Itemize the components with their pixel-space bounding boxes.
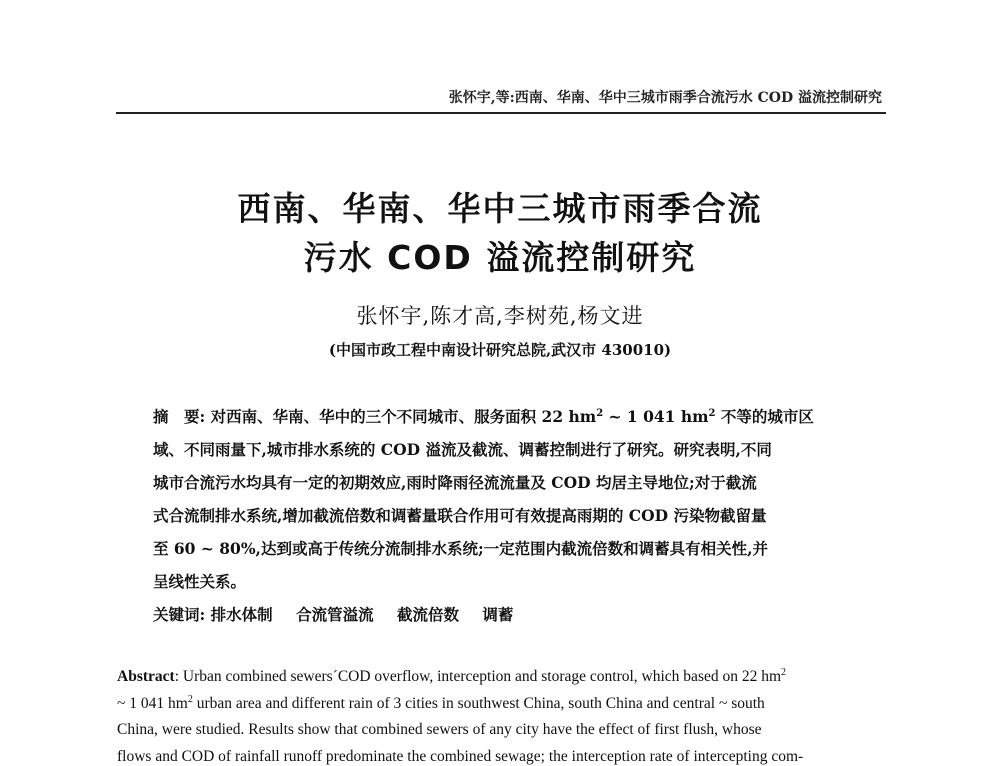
abstract-cn-line-5: 至 60 ~ 80%,达到或高于传统分流制排水系统;一定范围内截流倍数和调蓄具有相关性,并: [153, 539, 769, 558]
abstract-cn-text: 对西南、华南、华中的三个不同城市、服务面积 22 hm: [210, 407, 597, 426]
superscript: 2: [708, 407, 716, 419]
abstract-cn-line-2: 域、不同雨量下,城市排水系统的 COD 溢流及截流、调蓄控制进行了研究。研究表明,不同: [153, 440, 772, 459]
running-head: 张怀宇,等:西南、华南、华中三城市雨季合流污水 COD 溢流控制研究: [448, 90, 882, 106]
superscript: 2: [596, 407, 604, 419]
abstract-en-line-4: flows and COD of rainfall runoff predominate the combined sewage; the interception rate of intercepting com-: [117, 748, 804, 765]
abstract-cn-line-6: 呈线性关系。: [153, 572, 247, 591]
affiliation: (中国市政工程中南设计研究总院,武汉市 430010): [328, 341, 672, 359]
keywords-label: 关键词:: [153, 605, 206, 624]
keywords-cn: [153, 603, 531, 625]
keyword: 排水体制: [210, 605, 273, 624]
abstract-cn-line-1: [153, 405, 814, 427]
superscript: 2: [781, 667, 787, 678]
keyword: 截流倍数: [396, 605, 459, 624]
abstract-en-line-3: China, were studied. Results show that combined sewers of any city have the effect of first flush, whose: [117, 721, 762, 738]
abstract-en-text: ~ 1 041 hm: [117, 695, 188, 713]
abstract-en-line-1: [117, 667, 786, 686]
abstract-cn-label: 摘 要:: [153, 407, 206, 426]
abstract-cn-text: 不等的城市区: [715, 407, 814, 426]
header-rule: [116, 112, 886, 114]
keyword: 调蓄: [482, 605, 514, 624]
paper-title-line-1: 西南、华南、华中三城市雨季合流: [237, 189, 763, 228]
abstract-en-text: : Urban combined sewers´COD overflow, interception and storage control, which based on 22 hm: [174, 668, 782, 686]
abstract-cn-text: ~ 1 041 hm: [603, 407, 709, 426]
abstract-en-line-2: [117, 694, 765, 713]
superscript: 2: [187, 694, 193, 705]
abstract-cn-line-3: 城市合流污水均具有一定的初期效应,雨时降雨径流流量及 COD 均居主导地位;对于截流: [153, 473, 757, 492]
paper-title-line-2: 污水 COD 溢流控制研究: [303, 238, 697, 277]
abstract-cn-line-4: 式合流制排水系统,增加截流倍数和调蓄量联合作用可有效提高雨期的 COD 污染物截留量: [153, 506, 767, 525]
keyword: 合流管溢流: [296, 605, 374, 624]
author-list: 张怀宇,陈才高,李树苑,杨文进: [356, 304, 644, 328]
abstract-en-label: Abstract: [117, 668, 175, 686]
abstract-en-text: urban area and different rain of 3 cities in southwest China, south China and central ~ south: [192, 695, 765, 713]
